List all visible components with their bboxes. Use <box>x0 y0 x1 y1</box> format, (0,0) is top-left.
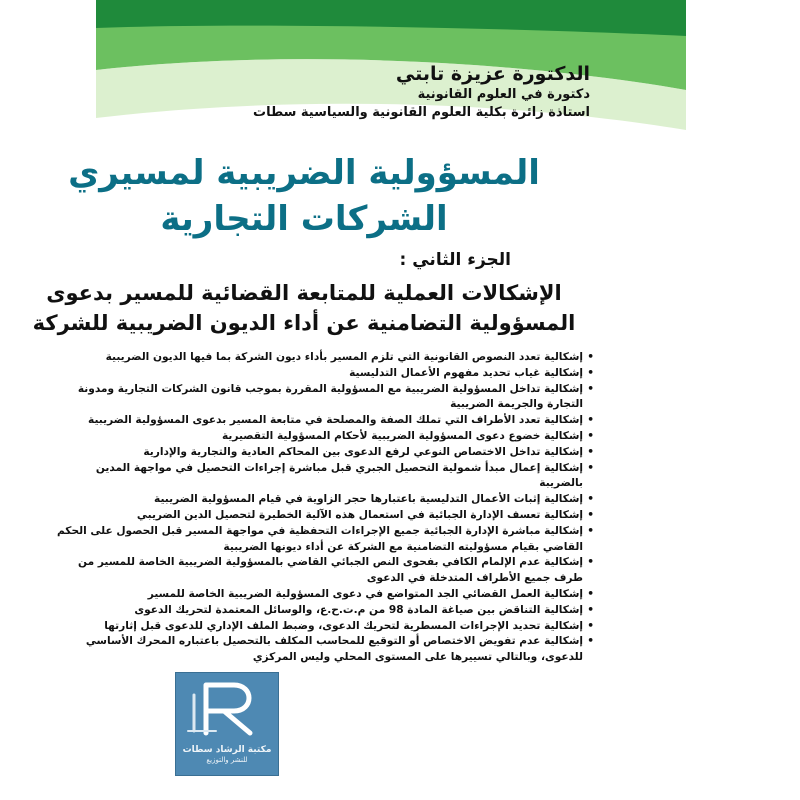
list-item: • إشكالية عدم الإلمام الكافي بفحوى النص الجبائي القاضي بالمسؤولية الضريبية الخاصة للمسير من طرف جميع الأطراف المتدخلة في الدعوى <box>49 555 594 587</box>
list-item: • إشكالية غياب تحديد مفهوم الأعمال التدليسية <box>49 366 594 382</box>
list-item: • إشكالية تداخل المسؤولية الضريبية مع المسؤولية المقررة بموجب قانون الشركات التجارية ومدونة التجارة والجريمة الضريبية <box>49 382 594 414</box>
author-position: استاذة زائرة بكلية العلوم القانونية والسياسية سطات <box>253 105 590 120</box>
author-block <box>30 62 590 122</box>
list-item: • إشكالية العمل القضائي الجد المتواضع في دعوى المسؤولية الضريبية الخاصة للمسير <box>49 587 594 603</box>
publisher-name-line-2: للنشر والتوزيع <box>206 756 248 764</box>
list-item: • إشكالية مباشرة الإدارة الجبائية جميع الإجراءات التحفظية في مواجهة المسير قبل الحصول على الحكم القاضي بقيام مسؤوليته التضامنية مع الشركة عن أداء ديونها الضريبية <box>49 524 594 556</box>
list-item: • إشكالية تعدد النصوص القانونية التي تلزم المسير بأداء ديون الشركة بما فيها الديون الضريبية <box>49 350 594 366</box>
list-item: • إشكالية خضوع دعوى المسؤولية الضريبية لأحكام المسؤولية التقصيرية <box>49 429 594 445</box>
list-item: • إشكالية إثبات الأعمال التدليسية باعتبارها حجر الزاوية في قيام المسؤولية الضريبية <box>49 492 594 508</box>
issues-list <box>49 350 594 666</box>
book-subtitle <box>14 278 594 338</box>
part-label: الجزء الثاني : <box>399 250 511 270</box>
title-line-1: المسؤولية الضريبية لمسيري <box>68 153 540 193</box>
author-degree: دكتورة في العلوم القانونية <box>417 87 590 102</box>
publisher-logo <box>175 672 279 776</box>
publisher-name <box>176 745 278 765</box>
publisher-r-monogram-icon <box>176 673 278 743</box>
list-item: • إشكالية عدم تفويض الاختصاص أو التوقيع للمحاسب المكلف بالتحصيل باعتباره المحرك الأساسي للدعوى، وبالتالي تسييرها على المستوى المحلي وليس المركزي <box>49 634 594 666</box>
subtitle-line-2: المسؤولية التضامنية عن أداء الديون الضريبية للشركة <box>32 311 576 335</box>
list-item: • إشكالية تداخل الاختصاص النوعي لرفع الدعوى بين المحاكم العادية والتجارية والإدارية <box>49 445 594 461</box>
author-name: الدكتورة عزيزة تابتي <box>395 63 590 85</box>
list-item: • إشكالية إعمال مبدأ شمولية التحصيل الجبري قبل مباشرة إجراءات التحصيل في مواجهة المدين بالضريبة <box>49 461 594 493</box>
book-title <box>14 150 594 242</box>
list-item: • إشكالية تعسف الإدارة الجبائية في استعمال هذه الآلية الخطيرة لتحصيل الدين الضريبي <box>49 508 594 524</box>
list-item: • إشكالية تعدد الأطراف التي تملك الصفة والمصلحة في متابعة المسير بدعوى المسؤولية الضريبية <box>49 413 594 429</box>
list-item: • إشكالية التناقض بين صياغة المادة 98 من م.ت.ح.ع، والوسائل المعتمدة لتحريك الدعوى <box>49 603 594 619</box>
title-line-2: الشركات التجارية <box>160 199 448 239</box>
publisher-name-line-1: مكتبة الرشاد سطات <box>182 745 272 755</box>
subtitle-line-1: الإشكالات العملية للمتابعة القضائية للمسير بدعوى <box>46 281 562 305</box>
list-item: • إشكالية تحديد الإجراءات المسطرية لتحريك الدعوى، وضبط الملف الإداري للدعوى قبل إثارتها <box>49 619 594 635</box>
